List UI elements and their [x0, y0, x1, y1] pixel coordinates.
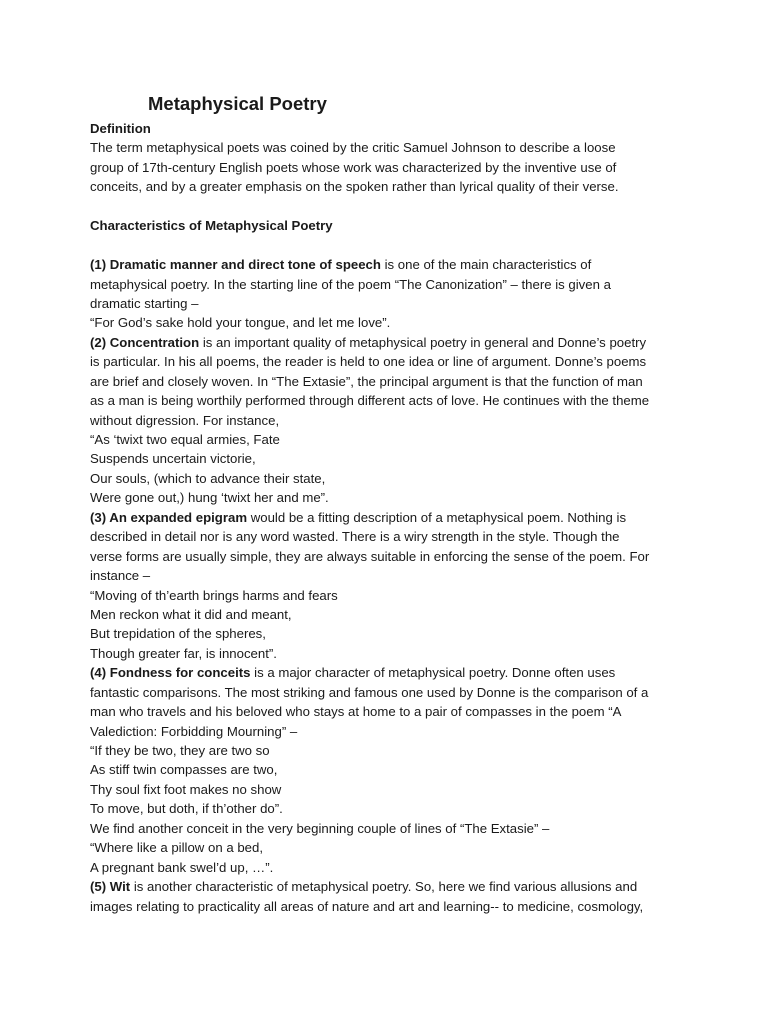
characteristics-heading: Characteristics of Metaphysical Poetry [90, 218, 333, 234]
quote-line: Thy soul fixt foot makes no show [90, 781, 282, 797]
section-1-line: dramatic starting – [90, 295, 199, 311]
section-5-line: images relating to practicality all areas of nature and art and learning-- to medicine, cosmology, [90, 898, 644, 914]
section-3-line: instance – [90, 568, 151, 584]
section-4-line: man who travels and his beloved who stays at home to a pair of compasses in the poem “A [90, 704, 622, 720]
section-4-heading: (4) Fondness for conceits [90, 665, 251, 681]
section-4-first-line [90, 663, 686, 682]
section-5-heading: (5) Wit [90, 879, 131, 895]
definition-line: conceits, and by a greater emphasis on the spoken rather than lyrical quality of their verse. [90, 179, 619, 195]
definition-line: group of 17th-century English poets whose work was characterized by the inventive use of [90, 159, 617, 175]
section-2-line: as a man is being worthily performed through different acts of love. He continues with the theme [90, 393, 650, 409]
section-3-first-line [90, 508, 686, 527]
section-3-line: verse forms are usually simple, they are always suitable in enforcing the sense of the poem. For [90, 548, 650, 564]
section-4-text: is a major character of metaphysical poetry. Donne often uses [250, 665, 616, 681]
document-title: Metaphysical Poetry [148, 93, 327, 114]
section-2-line: are brief and closely woven. In “The Extasie”, the principal argument is that the function of man [90, 373, 643, 389]
quote-line: “As ‘twixt two equal armies, Fate [90, 432, 280, 447]
quote-line: “For God’s sake hold your tongue, and let me love”. [90, 315, 391, 331]
section-3-text: would be a fitting description of a metaphysical poem. Nothing is [247, 509, 627, 525]
quote-line: “Where like a pillow on a bed, [90, 840, 263, 856]
section-4-line: Valediction: Forbidding Mourning” – [90, 723, 298, 739]
section-3-line: described in detail nor is any word wasted. There is a wiry strength in the style. Though the [90, 529, 620, 545]
section-2-first-line [90, 333, 686, 352]
quote-line: Our souls, (which to advance their state, [90, 470, 326, 486]
quote-line: To move, but doth, if th’other do”. [90, 801, 283, 817]
section-2-text: is an important quality of metaphysical poetry in general and Donne’s poetry [199, 334, 647, 350]
quote-line: A pregnant bank swel’d up, …”. [90, 859, 274, 875]
quote-line: Though greater far, is innocent”. [90, 645, 277, 661]
definition-heading: Definition [90, 121, 151, 136]
section-5-first-line [90, 877, 686, 896]
section-2-line: is particular. In his all poems, the reader is held to one idea or line of argument. Donne’s poems [90, 354, 647, 370]
section-4-line: We find another conceit in the very beginning couple of lines of “The Extasie” – [90, 820, 550, 836]
section-2-heading: (2) Concentration [90, 334, 200, 350]
section-1-heading: (1) Dramatic manner and direct tone of speech [90, 257, 381, 273]
definition-line: The term metaphysical poets was coined by the critic Samuel Johnson to describe a loose [90, 140, 616, 156]
section-5-text: is another characteristic of metaphysical poetry. So, here we find various allusions and [130, 879, 638, 895]
quote-line: “If they be two, they are two so [90, 743, 270, 758]
quote-line: “Moving of th’earth brings harms and fears [90, 587, 338, 603]
quote-line: But trepidation of the spheres, [90, 626, 266, 642]
section-4-line: fantastic comparisons. The most striking and famous one used by Donne is the comparison of a [90, 684, 649, 700]
section-2-line: without digression. For instance, [90, 412, 280, 428]
quote-line: As stiff twin compasses are two, [90, 762, 278, 778]
section-1-first-line [90, 255, 686, 274]
section-1-line: metaphysical poetry. In the starting line of the poem “The Canonization” – there is given a [90, 276, 611, 292]
quote-line: Were gone out,) hung ‘twixt her and me”. [90, 490, 329, 506]
quote-line: Suspends uncertain victorie, [90, 451, 256, 467]
section-1-text: is one of the main characteristics of [380, 257, 592, 273]
quote-line: Men reckon what it did and meant, [90, 606, 292, 622]
section-3-heading: (3) An expanded epigram [90, 509, 248, 525]
document-body [90, 119, 686, 916]
